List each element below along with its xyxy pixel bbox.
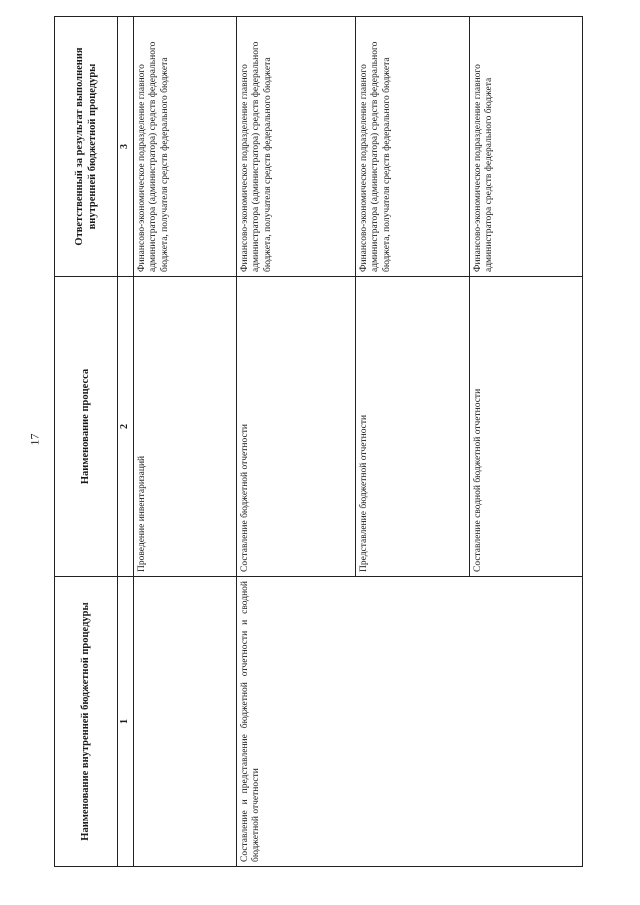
procedures-table-wrapper (54, 17, 559, 867)
header-process-name: Наименование процесса (55, 277, 118, 577)
table-row (133, 17, 236, 867)
procedure-cell: Составление и представление бюджетной отчетности и сводной бюджетной отчетности (236, 577, 355, 867)
responsible-cell: Финансово-экономическое подразделение главного администратора (администратора) средств федерального бюджета, получателя средств федерального бюджета (133, 17, 236, 277)
column-number: 1 (118, 577, 134, 867)
process-cell: Составление бюджетной отчетности (236, 277, 355, 577)
table-row (236, 17, 355, 867)
header-responsible: Ответственный за результат выполнения внутренней бюджетной процедуры (55, 17, 118, 277)
column-number: 3 (118, 17, 134, 277)
page-number: 17 (27, 433, 42, 446)
column-number: 2 (118, 277, 134, 577)
header-procedure-name: Наименование внутренней бюджетной процедуры (55, 577, 118, 867)
procedure-cell (133, 577, 236, 867)
responsible-cell: Финансово-экономическое подразделение главного администратора средств федерального бюджета (469, 17, 582, 277)
responsible-cell: Финансово-экономическое подразделение главного администратора (администратора) средств федерального бюджета, получателя средств федерального бюджета (236, 17, 355, 277)
process-cell: Проведение инвентаризаций (133, 277, 236, 577)
table-row (355, 17, 469, 867)
procedure-cell (355, 577, 469, 867)
process-cell: Составление сводной бюджетной отчетности (469, 277, 582, 577)
table-row (469, 17, 582, 867)
procedure-cell (469, 577, 582, 867)
table-header-row (55, 17, 118, 867)
column-number-row (118, 17, 134, 867)
process-cell: Представление бюджетной отчетности (355, 277, 469, 577)
responsible-cell: Финансово-экономическое подразделение главного администратора (администратора) средств федерального бюджета, получателя средств федерального бюджета (355, 17, 469, 277)
budget-procedures-table (54, 16, 583, 867)
